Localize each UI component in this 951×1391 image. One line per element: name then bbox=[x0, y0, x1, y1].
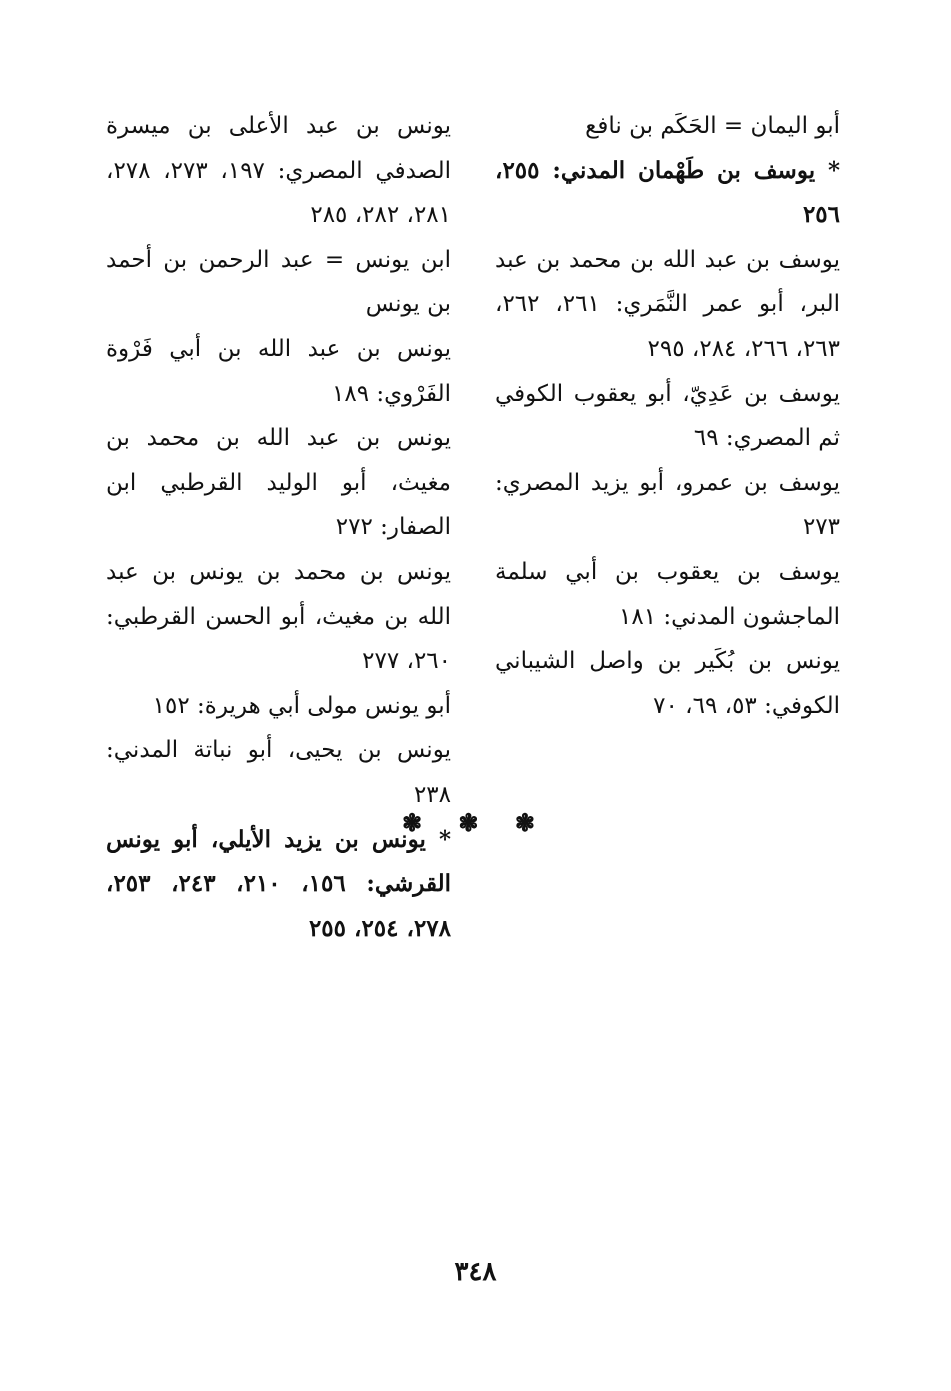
index-column-right bbox=[495, 104, 840, 728]
index-entry: أبو اليمان = الحَكَم بن نافع bbox=[585, 113, 840, 139]
index-entry-highlighted bbox=[495, 149, 840, 238]
index-entry: أبو يونس مولى أبي هريرة: ١٥٢ bbox=[152, 692, 451, 719]
section-separator: ❃ ❃ ❃ bbox=[401, 808, 550, 837]
index-entry: يوسف بن عَدِيّ، أبو يعقوب الكوفي ثم المصري: ٦٩ bbox=[495, 380, 840, 452]
index-entry: يوسف بن يعقوب بن أبي سلمة الماجشون المدني: ١٨١ bbox=[495, 558, 840, 630]
index-entry-highlighted bbox=[106, 818, 451, 952]
index-entry: يونس بن محمد بن يونس بن عبد الله بن مغيث، أبو الحسن القرطبي: ٢٦٠، ٢٧٧ bbox=[106, 558, 451, 675]
index-entry: ابن يونس = عبد الرحمن بن أحمد بن يونس bbox=[106, 246, 451, 318]
page-number: ٣٤٨ bbox=[454, 1257, 497, 1287]
index-entry: يونس بن عبد الأعلى بن ميسرة الصدفي المصري: ١٩٧، ٢٧٣، ٢٧٨، ٢٨١، ٢٨٢، ٢٨٥ bbox=[106, 113, 451, 229]
index-entry: يونس بن عبد الله بن محمد بن مغيث، أبو الوليد القرطبي ابن الصفار: ٢٧٢ bbox=[106, 425, 451, 541]
index-entry: يونس بن بُكَير بن واصل الشيباني الكوفي: ٥٣، ٦٩، ٧٠ bbox=[495, 648, 840, 719]
index-entry: يوسف بن عمرو، أبو يزيد المصري: ٢٧٣ bbox=[495, 469, 840, 541]
entry-heading: * يونس بن يزيد الأيلي، أبو يونس القرشي: ١٥٦، ٢١٠، ٢٤٣، ٢٥٣، ٢٧٨، ٢٥٤، ٢٥٥ bbox=[106, 825, 451, 942]
index-entry: يونس بن عبد الله بن أبي فَرْوة الفَرْوي: ١٨٩ bbox=[106, 335, 451, 407]
index-entry: يونس بن يحيى، أبو نباتة المدني: ٢٣٨ bbox=[106, 737, 451, 808]
entry-heading: * يوسف بن طَهْمان المدني: ٢٥٥، ٢٥٦ bbox=[495, 156, 840, 229]
index-entry: يوسف بن عبد الله بن محمد بن عبد البر، أبو عمر النَّمَري: ٢٦١، ٢٦٢، ٢٦٣، ٢٦٦، ٢٨٤، ٢٩٥ bbox=[495, 246, 840, 362]
